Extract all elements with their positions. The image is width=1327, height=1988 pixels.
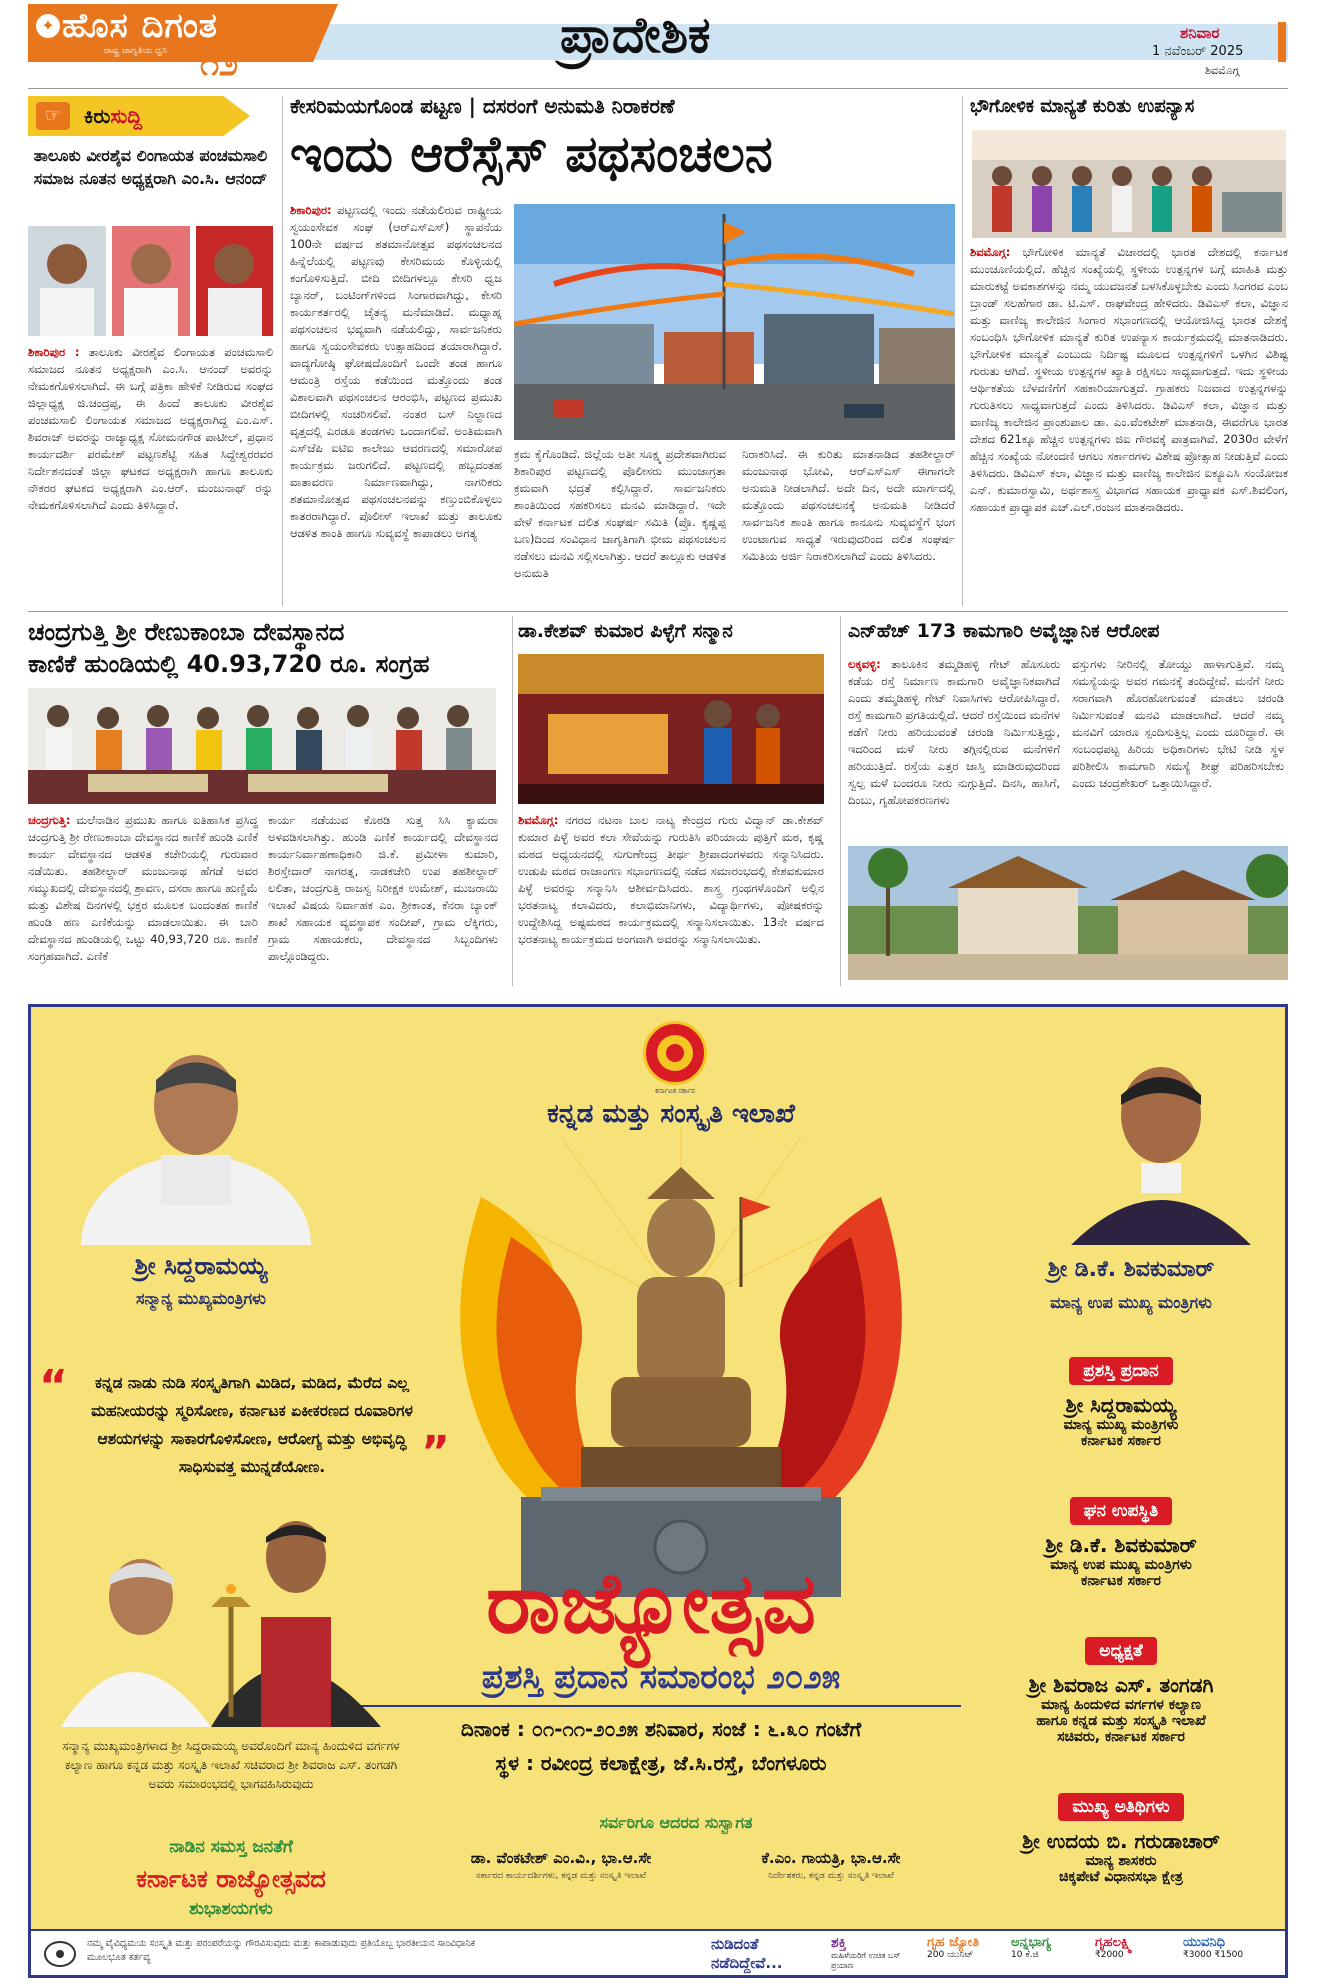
host2-name: ಕೆ.ಎಂ. ಗಾಯತ್ರಿ, ಭಾ.ಆ.ಸೇ — [761, 1849, 901, 1867]
statue-flames-graphic — [441, 1127, 921, 1597]
divider — [962, 96, 963, 606]
main-photo — [514, 204, 955, 440]
main-col1 — [290, 202, 502, 606]
role-label: ಘನ ಉಪಸ್ಥಿತಿ — [1070, 1497, 1173, 1525]
scheme-name: ಗೃಹಲಕ್ಷ್ಮಿ — [1095, 1935, 1133, 1950]
sanmana-headline: ಡಾ.ಕೇಶವ್ ಕುಮಾರ ಪಿಳ್ಳೆಗೆ ಸನ್ಮಾನ — [518, 620, 733, 642]
paper-tagline: ರಾಷ್ಟ್ರ ಜಾಗೃತಿಯ ಧ್ವನಿ — [104, 46, 168, 56]
nh173-col2: ವಸ್ತುಗಳು ನೀರಿನಲ್ಲಿ ತೋಯ್ದು ಹಾಳಾಗುತ್ತಿವೆ. ನಮ್ಮ ಸಮಸ್ಯೆಯನ್ನು ಅವರ ಗಮನಕ್ಕೆ ತಂದಿದ್ದೇವೆ. ಮನೆಗೆ ನೀರು ಸರಾಗವಾಗಿ ಹೊರಹೋಗುವಂತೆ ಮಾಡಲು ಚರಂಡಿ ನಿರ್ಮಿಸುವಂತೆ ಮನವಿ ಮಾಡಲಾಗಿದೆ. ಆದರೆ ನಮ್ಮ ಮನವಿಗೆ ಯಾರೂ ಸ್ಪಂದಿಸುತ್ತಿಲ್ಲ ಎಂದು ದೂರಿದ್ದಾರೆ. ಈ ಸಂಬಂಧಪಟ್ಟ ಹಿರಿಯ ಅಧಿಕಾರಿಗಳು ಭೇಟಿ ನೀಡಿ ಸ್ಥಳ ಪರಿಶೀಲಿಸಿ ಕಾಮಗಾರಿ ಸಮಸ್ಯೆ ಶೀಘ್ರ ಪರಿಹರಿಸಬೇಕು ಎಂದು ಚಂದ್ರಶೇಖರ್ ಒತ್ತಾಯಿಸಿದ್ದಾರೆ. — [1072, 657, 1284, 790]
divider — [512, 616, 513, 986]
footer-duty-text: ನಮ್ಮ ವೈವಿಧ್ಯಮಯ ಸಂಸ್ಕೃತಿ ಮತ್ತು ಪರಂಪರೆಯನ್ನು ಗೌರವಿಸುವುದು ಮತ್ತು ಕಾಪಾಡುವುದು ಪ್ರತಿಯೊಬ್ಬ ಭಾರತೀಯನ ಸಾಂವಿಧಾನಿಕ ಮೂಲಭೂತ ಕರ್ತವ್ಯ — [87, 1938, 476, 1963]
main-col3: ನಿರಾಕರಿಸಿದೆ. ಈ ಕುರಿತು ಮಾತನಾಡಿದ ತಹಶೀಲ್ದಾರ್ ಮಂಜುನಾಥ ಭೋವಿ, ಆರ್‌ಎಸ್‌ಎಸ್ ಈಗಾಗಲೇ ಅನುಮತಿ ನೀಡಲಾಗಿದೆ. ಅದೇ ದಿನ, ಅದೇ ಮಾರ್ಗದಲ್ಲಿ ಮತ್ತೊಂದು ಪಥಸಂಚಲನಕ್ಕೆ ಅನುಮತಿ ನೀಡಿದರೆ ಸಾರ್ವಜನಿಕ ಶಾಂತಿ ಹಾಗೂ ಕಾನೂನು ಸುವ್ಯವಸ್ಥೆಗೆ ಭಂಗ ಉಂಟಾಗುವ ಸಾಧ್ಯತೆ ಇರುವುದರಿಂದ ದಲಿತ ಸಂಘರ್ಷ ಸಮಿತಿಯ ಅರ್ಜಿ ನಿರಾಕರಿಸಲಾಗಿದೆ ಎಂದು ತಿಳಿಸಿದರು. — [742, 447, 955, 563]
role-name: ಶ್ರೀ ಶಿವರಾಜ ಎಸ್. ತಂಗಡಗಿ — [1028, 1673, 1214, 1697]
greeting-line-2: ಕರ್ನಾಟಕ ರಾಜ್ಯೋತ್ಸವದ — [136, 1865, 326, 1893]
lamp-lighting-graphic — [61, 1477, 391, 1727]
greeting-line-1: ನಾಡಿನ ಸಮಸ್ತ ಜನತೆಗೆ — [169, 1837, 293, 1857]
main-kicker: ಕೇಸರಿಮಯಗೊಂಡ ಪಟ್ಟಣ | ದಸರಂಗೆ ಅನುಮತಿ ನಿರಾಕರಣೆ — [290, 94, 675, 118]
main-headline: ಇಂದು ಆರೆಸ್ಸೆಸ್ ಪಥಸಂಚಲನ — [290, 125, 773, 183]
rajyotsava-advertisement — [28, 1004, 1288, 1978]
stage-group-photo — [972, 130, 1286, 238]
role-title-1: ಮಾನ್ಯ ಉಪ ಮುಖ್ಯ ಮಂತ್ರಿಗಳು — [1050, 1557, 1192, 1573]
emblem-icon — [43, 1939, 77, 1969]
scheme-sub: ₹3000 ₹1500 — [1183, 1950, 1244, 1960]
role-name: ಶ್ರೀ ಸಿದ್ದರಾಮಯ್ಯ — [1065, 1393, 1177, 1417]
sanmana-body-text: ನಗರದ ನಟನಾ ಬಾಲ ನಾಟ್ಯ ಕೇಂದ್ರದ ಗುರು ವಿದ್ವಾನ್ ಡಾ.ಕೇಶವ್ ಕುಮಾರ ಪಿಳ್ಳೆ ಅವರ ಕಲಾ ಸೇವೆಯನ್ನು ಗುರುತಿಸಿ ಪರಿಯಾಯ ಪುತ್ತಿಗೆ ಮಠ, ಕೃಷ್ಣ ಮಠದ ಅಧ್ಯಯನದಲ್ಲಿ ಸುಗುಣೇಂದ್ರ ತೀರ್ಥ ಶ್ರೀಪಾದಂಗಳವರು ಸನ್ಮಾನಿಸಿದರು. ಉಡುಪಿ ಮಠದ ರಾಜಾಂಗಣ ಸಭಾಂಗಣದಲ್ಲಿ ನಡೆದ ಸಮಾರಂಭದಲ್ಲಿ ಕೇಶವಕುಮಾರ ಪಿಳ್ಳೆ ಅವರನ್ನು ಸನ್ಮಾನಿಸಿ ಆಶೀರ್ವದಿಸಿದರು. ಶಾಸ್ತ್ರ ಗ್ರಂಥಗಳೊಂದಿಗೆ ಅಲ್ಲಿನ ಭರತನಾಟ್ಯ ಕಲಾವಿದರು, ಕಲಾಭಿಮಾನಿಗಳು, ವಿದ್ಯಾರ್ಥಿಗಳು, ಪೋಷಕರನ್ನು ಉದ್ದೇಶಿಸಿದ್ದ ಅಷ್ಟಮಠದ ಕಾರ್ಯಕ್ರಮದಲ್ಲಿ ಸನ್ಮಾನಿಸಲಾಯಿತು. 13ನೇ ವರ್ಷದ ಭರತನಾಟ್ಯ ಕಾರ್ಯಕ್ರಮದ ಅಂಗವಾಗಿ ಅವರನ್ನು ಸನ್ಮಾನಿಸಲಾಯಿತು. — [518, 813, 824, 946]
hundi-article — [28, 616, 506, 986]
hundi-headline-2: ಕಾಣಿಕೆ ಹುಂಡಿಯಲ್ಲಿ 40.93,720 ರೂ. ಸಂಗ್ರಹ — [28, 650, 430, 678]
hundi-headline-1: ಚಂದ್ರಗುತ್ತಿ ಶ್ರೀ ರೇಣುಕಾಂಬಾ ದೇವಸ್ಥಾನದ — [28, 618, 345, 646]
nh173-headline: ಎನ್‌ಹೆಚ್ 173 ಕಾಮಗಾರಿ ಅವೈಜ್ಞಾನಿಕ ಆರೋಪ — [848, 620, 1160, 642]
scheme-gruha-jyothi — [927, 1935, 1007, 1973]
sanmana-article — [518, 616, 838, 986]
ad-footer — [31, 1929, 1285, 1977]
kiru-headline: ತಾಲೂಕು ವೀರಶೈವ ಲಿಂಗಾಯತ ಪಂಚಮಸಾಲಿ ಸಮಾಜ ನೂತನ ಅಧ್ಯಕ್ಷರಾಗಿ ಎಂ.ಸಿ. ಆನಂದ್ — [33, 146, 268, 188]
dcm-portrait — [1071, 1045, 1251, 1245]
hundi-col1-text: ಮಲೆನಾಡಿನ ಪ್ರಮುಖ ಹಾಗೂ ಐತಿಹಾಸಿಕ ಪ್ರಸಿದ್ಧ ಚಂದ್ರಗುತ್ತಿ ಶ್ರೀ ರೇಣುಕಾಂಬಾ ದೇವಸ್ಥಾನದ ಕಾಣಿಕೆ ಹುಂಡಿ ಎಣಿಕೆ ಕಾರ್ಯ ದೇವಸ್ಥಾನದ ಆಡಳಿತ ಕಚೇರಿಯಲ್ಲಿ ಗುರುವಾರ ನಡೆಯಿತು. ತಹಶೀಲ್ದಾರ್ ಮಂಜುನಾಥ ಹೆಗಡೆ ಅವರ ಸಮ್ಮುಖದಲ್ಲಿ ದೇವಸ್ಥಾನದಲ್ಲಿ ಶ್ರಾವಣ, ದಸರಾ ಹಾಗೂ ಹುಣ್ಣಿಮೆ ಮತ್ತು ವಿಶೇಷ ದಿನಗಳಲ್ಲಿ ಭಕ್ತರ ಮೂಲಕ ಬಂದಂತಹ ಕಾಣಿಕೆ ಹುಂಡಿ ಹಣ ಎಣಿಕೆಯನ್ನು ಮಾಡಲಾಯಿತು. ಈ ಬಾರಿ ದೇವಸ್ಥಾನದ ಹುಂಡಿಯಲ್ಲಿ ಒಟ್ಟು 40,93,720 ರೂ. ಕಾಣಿಕೆ ಸಂಗ್ರಹವಾಗಿದೆ. ಎಣಿಕೆ — [28, 813, 258, 963]
kiru-photos — [28, 226, 273, 336]
main-story — [290, 94, 955, 609]
divider — [282, 96, 283, 606]
event-venue: ಸ್ಥಳ : ರವೀಂದ್ರ ಕಲಾಕ್ಷೇತ್ರ, ಜೆ.ಸಿ.ರಸ್ತೆ, ಬೆಂಗಳೂರು — [495, 1751, 827, 1775]
role-title-1: ಮಾನ್ಯ ಶಾಸಕರು — [1085, 1853, 1157, 1869]
lamp-icon: ✦ — [36, 14, 60, 38]
scheme-sub: ₹2000 — [1095, 1950, 1124, 1960]
nh173-dateline: ಲಕ್ಕವಳ್ಳಿ: — [848, 657, 881, 671]
welcome-line: ಸರ್ವರಿಗೂ ಆದರದ ಸುಸ್ವಾಗತ — [599, 1813, 753, 1832]
cm-quote: ಕನ್ನಡ ನಾಡು ನುಡಿ ಸಂಸ್ಕೃತಿಗಾಗಿ ಮಿಡಿದ, ಮಡಿದ, ಮೆರೆದ ಎಲ್ಲ ಮಹನೀಯರನ್ನು ಸ್ಮರಿಸೋಣ, ಕರ್ನಾಟಕ ಏಕೀಕರಣದ ರೂವಾರಿಗಳ ಆಶಯಗಳನ್ನು ಸಾಕಾರಗೊಳಿಸೋಣ, ಆರೋಗ್ಯ ಮತ್ತು ಅಭಿವೃದ್ಧಿ ಸಾಧಿಸುವತ್ತ ಮುನ್ನಡೆಯೋಣ. — [91, 1374, 413, 1476]
scheme-sub: 10 ಕೆ.ಜಿ — [1011, 1950, 1039, 1960]
role-name: ಶ್ರೀ ಡಿ.ಕೆ. ಶಿವಕುಮಾರ್ — [1045, 1533, 1197, 1557]
role-title-3: ಸಚಿವರು, ಕರ್ನಾಟಕ ಸರ್ಕಾರ — [1057, 1729, 1185, 1745]
main-col2: ಕ್ರಮ ಕೈಗೊಂಡಿದೆ. ಜಿಲ್ಲೆಯ ಅತೀ ಸೂಕ್ಷ್ಮ ಪ್ರದೇಶವಾಗಿರುವ ಶಿಕಾರಿಪುರ ಪಟ್ಟಣದಲ್ಲಿ ಪೊಲೀಸರು ಮುಂಜಾಗ್ರತಾ ಕ್ರಮವಾಗಿ ಭದ್ರತೆ ಕಲ್ಪಿಸಿದ್ದಾರೆ. ಸಾರ್ವಜನಿಕರು ಶಾಂತಿಯಿಂದ ಸಹಕರಿಸಲು ಮನವಿ ಮಾಡಿದ್ದಾರೆ. ಇದೇ ವೇಳೆ ಕರ್ನಾಟಕ ದಲಿತ ಸಂಘರ್ಷ ಸಮಿತಿ (ಪ್ರೊ. ಕೃಷ್ಣಪ್ಪ ಬಣ)ದಿಂದ ಸಂವಿಧಾನ ಜಾಗೃತಿಗಾಗಿ ಭೀಮ ಪಥಸಂಚಲನ ನಡೆಸಲು ಮನವಿ ಸಲ್ಲಿಸಲಾಗಿತ್ತು. ಆದರೆ ತಾಲ್ಲೂಕು ಆಡಳಿತ ಅನುಮತಿ — [514, 447, 726, 580]
role-label: ಅಧ್ಯಕ್ಷತೆ — [1085, 1637, 1156, 1665]
dignitaries-list — [971, 1357, 1271, 1913]
issue-date: 1 ನವೆಂಬರ್ 2025 — [1152, 44, 1244, 59]
dcm-title: ಮಾನ್ಯ ಉಪ ಮುಖ್ಯ ಮಂತ್ರಿಗಳು — [1050, 1293, 1212, 1312]
kiru-brand — [84, 104, 142, 128]
kiru-brand-a: ಕಿರು — [84, 104, 111, 128]
scheme-gruhalakshmi — [1095, 1935, 1179, 1973]
main-col1-text: ಪಟ್ಟಣದಲ್ಲಿ ಇಂದು ನಡೆಯಲಿರುವ ರಾಷ್ಟ್ರೀಯ ಸ್ವಯಂಸೇವಕ ಸಂಘ (ಆರ್‌ಎಸ್‌ಎಸ್) ಸ್ಥಾಪನೆಯ 100ನೇ ವರ್ಷದ ಶತಮಾನೋತ್ಸವ ಪಥಸಂಚಲನದ ಹಿನ್ನೆಲೆಯಲ್ಲಿ ಪಟ್ಟಣವು ಕೇಸರಿಮಯ ಕೊಳ್ಳಿಯಲ್ಲಿ ಕಂಗೊಳಿಸುತ್ತಿದೆ. ಬೀದಿ ಬೀದಿಗಳಲ್ಲೂ ಕೇಸರಿ ಧ್ವಜ ಬ್ಯಾನರ್, ಬಂಟಿಂಗ್‌ಗಳಿಂದ ಸಿಂಗಾರವಾಗಿದ್ದು, ಕೇಸರಿ ಕಾರ್ಯಕರ್ತರಲ್ಲಿ ಚೈತನ್ಯ ಮನೆಮಾಡಿದೆ. ಮಧ್ಯಾಹ್ನ ಪಥಸಂಚಲನ ಭವ್ಯವಾಗಿ ನಡೆಯಲಿದ್ದು, ಸಾರ್ವಜನಿಕರು ಹಾಗೂ ಸ್ವಯಂಸೇವಕರು ಉತ್ಸಾಹದಿಂದ ತಯಾರಾಗಿದ್ದಾರೆ. ವಾದ್ಯಗೋಷ್ಠಿ ಘೋಷದೊಂದಿಗೆ ಒಂದೇ ತಂಡ ಹಾಗೂ ಆಮಂತ್ರಿ ರಸ್ತೆಯ ಕಡೆಯಿಂದ ಮತ್ತೊಂದು ತಂಡ ವಿಶಾಲವಾಗಿ ಪಥಸಂಚಲನ ಆರಂಭಿಸಿ, ಪಟ್ಟಣದ ಪ್ರಮುಖ ಬೀದಿಗಳಲ್ಲಿ ಸಂಚರಿಸಲಿವೆ. ನಂತರ ಬಸ್ ನಿಲ್ದಾಣದ ವೃತ್ತದಲ್ಲಿ ಎರಡೂ ತಂಡಗಳು ಒಂದಾಗಲಿವೆ. ಅಂತಿಮವಾಗಿ ಎಸ್‌ಜೆಪಿ ಐಟಿಐ ಕಾಲೇಜು ಆವರಣದಲ್ಲಿ ಸಮಾರೋಪ ಕಾರ್ಯಕ್ರಮ ಜರುಗಲಿದೆ. ಪಟ್ಟಣದಲ್ಲಿ ಹಬ್ಬದಂತಹ ವಾತಾವರಣ ನಿರ್ಮಾಣವಾಗಿದ್ದು, ನಾಗರಿಕರು ಶತಮಾನೋತ್ಸವ ಪಥಸಂಚಲನವನ್ನು ಕಣ್ತುಂಬಿಕೊಳ್ಳಲು ಕಾತರರಾಗಿದ್ದಾರೆ. ಪೊಲೀಸ್ ಇಲಾಖೆ ಮತ್ತು ತಾಲೂಕು ಆಡಳಿತ ಶಾಂತಿ ಹಾಗೂ ಸುವ್ಯವಸ್ಥೆ ಕಾಪಾಡಲು ಅಗತ್ಯ — [290, 203, 502, 540]
dignitary-chief-guest — [971, 1793, 1271, 1913]
upanyasa-dateline: ಶಿವಮೊಗ್ಗ: — [970, 245, 1011, 259]
role-label: ಮುಖ್ಯ ಅತಿಥಿಗಳು — [1058, 1793, 1183, 1821]
role-title-2: ಕರ್ನಾಟಕ ಸರ್ಕಾರ — [1081, 1433, 1161, 1449]
role-title-2: ಹಾಗೂ ಕನ್ನಡ ಮತ್ತು ಸಂಸ್ಕೃತಿ ಇಲಾಖೆ — [1036, 1713, 1206, 1729]
cm-name: ಶ್ರೀ ಸಿದ್ದರಾಮಯ್ಯ — [134, 1252, 268, 1280]
scheme-sub: ಮಹಿಳೆಯರಿಗೆ ಉಚಿತ ಬಸ್ ಪ್ರಯಾಣ — [831, 1951, 901, 1970]
page-number: ೧೨ — [200, 44, 239, 84]
kiru-body — [28, 344, 273, 604]
masthead-accent — [1278, 22, 1286, 62]
role-name: ಶ್ರೀ ಉದಯ ಬಿ. ಗರುಡಾಚಾರ್ — [1022, 1829, 1220, 1853]
greeting-line-3: ಶುಭಾಶಯಗಳು — [189, 1899, 273, 1919]
main-dateline: ಶಿಕಾರಿಪುರ: — [290, 203, 332, 217]
section-title: ಪ್ರಾದೇಶಿಕ — [560, 6, 711, 64]
hundi-col2: ಕಾರ್ಯ ನಡೆಯುವ ಕೊಠಡಿ ಸುತ್ತ ಸಿಸಿ ಕ್ಯಾಮರಾ ಅಳವಡಿಸಲಾಗಿತ್ತು. ಹುಂಡಿ ಎಣಿಕೆ ಕಾರ್ಯದಲ್ಲಿ ದೇವಸ್ಥಾನದ ಕಾರ್ಯನಿರ್ವಾಹಣಾಧಿಕಾರಿ ಜಿ.ಕೆ. ಪ್ರಮೀಳಾ ಕುಮಾರಿ, ಶಿರಸ್ತೇದಾರ್ ನಾಗರತ್ನ, ನಾಡಕಚೇರಿ ಉಪ ತಹಶೀಲ್ದಾರ್ ಲಲಿತಾ, ಚಂದ್ರಗುತ್ತಿ ರಾಜಸ್ವ ನಿರೀಕ್ಷಕ ಉಮೇಶ್, ಮುಜರಾಯಿ ಇಲಾಖೆ ವಿಷಯ ನಿರ್ವಾಹಕ ಎಂ. ಶ್ರೀಕಾಂತ, ಕೆನರಾ ಬ್ಯಾಂಕ್ ಶಾಖೆ ಸಹಾಯಕ ವ್ಯವಸ್ಥಾಪಕ ಸಂದೀಪ್, ಗ್ರಾಮ ಲೆಕ್ಕಿಗರು, ಗ್ರಾಮ ಸಹಾಯಕರು, ದೇವಸ್ಥಾನದ ಸಿಬ್ಬಂದಿಗಳು ಪಾಲ್ಗೊಂಡಿದ್ದರು. — [268, 813, 498, 963]
scheme-name: ಅನ್ನಭಾಗ್ಯ — [1011, 1935, 1051, 1950]
counting-group-photo — [28, 688, 496, 804]
divider — [28, 88, 1288, 89]
host2-title: ನಿರ್ದೇಶಕರು, ಕನ್ನಡ ಮತ್ತು ಸಂಸ್ಕೃತಿ ಇಲಾಖೆ — [768, 1871, 894, 1881]
role-title-1: ಮಾನ್ಯ ಮುಖ್ಯ ಮಂತ್ರಿಗಳು — [1063, 1417, 1179, 1433]
hundi-dateline: ಚಂದ್ರಗುತ್ತಿ: — [28, 813, 71, 827]
department-name: ಕನ್ನಡ ಮತ್ತು ಸಂಸ್ಕೃತಿ ಇಲಾಖೆ — [547, 1099, 795, 1129]
hundi-photo — [28, 688, 496, 804]
kiru-body-text: ತಾಲೂಕು ವೀರಶೈವ ಲಿಂಗಾಯತ ಪಂಚಮಸಾಲಿ ಸಮಾಜದ ನೂತನ ಅಧ್ಯಕ್ಷರಾಗಿ ಎಂ.ಸಿ. ಆನಂದ್ ಅವರನ್ನು ನೇಮಕಗೊಳಿಸಲಾಗಿದೆ. ಈ ಬಗ್ಗೆ ಪತ್ರಿಕಾ ಹೇಳಿಕೆ ನೀಡಿರುವ ಸಂಘದ ಜಿಲ್ಲಾಧ್ಯಕ್ಷ ಜಿ.ಚಂದ್ರಪ್ಪ, ಈ ಹಿಂದೆ ತಾಲೂಕು ವೀರಶೈವ ಪಂಚಮಸಾಲಿ ಲಿಂಗಾಯತ ಸಮಾಜದ ಅಧ್ಯಕ್ಷರಾಗಿದ್ದ ಎಂ.ಎಸ್. ಶಿವರಾಜ್ ಅವರನ್ನು ರಾಜ್ಯಾಧ್ಯಕ್ಷ ಸೋಮನಗೌಡ ಪಾಟೀಲ್, ಪ್ರಧಾನ ಕಾರ್ಯದರ್ಶಿ ಪರಮೇಶ್ ಪಟ್ಟಣಶೆಟ್ಟಿ ಸಹಿತ ಸಿದ್ದೇಶ್ವರರವರ ನಿರ್ದೇಶನದಂತೆ ಜಿಲ್ಲಾ ಘಟಕದ ಅಧ್ಯಕ್ಷರಾಗಿ ಹಾಗೂ ತಾಲೂಕು ನೌಕರರ ಘಟಕದ ಅಧ್ಯಕ್ಷರಾಗಿ ಎಂ.ಆರ್. ಮಂಜುನಾಥ್ ರನ್ನು ನೇಮಕಗೊಳಿಸಲಾಗಿದೆ ಎಂದು ತಿಳಿಸಿದ್ದಾರೆ. — [28, 345, 273, 512]
paper-name: ಹೊಸ ದಿಗಂತ — [62, 6, 218, 46]
upanyasa-body-text: ಭೌಗೋಳಿಕ ಮಾನ್ಯತೆ ವಿಚಾರದಲ್ಲಿ ಭಾರತ ದೇಶದಲ್ಲಿ ಕರ್ನಾಟಕ ಮುಂಚೂಣಿಯಲ್ಲಿದೆ. ಹೆಚ್ಚಿನ ಸಂಖ್ಯೆಯಲ್ಲಿ ಸ್ಥಳೀಯ ಉತ್ಪನ್ನಗಳ ಬಗ್ಗೆ ಮಾಹಿತಿ ಮತ್ತು ಮಾರುಕಟ್ಟೆ ಅವಕಾಶಗಳನ್ನು ನಮ್ಮ ಯುವಜನತೆ ಬಳಸಿಕೊಳ್ಳಬೇಕು ಎಂದು ಸಿಂಗರವ ಎಂಬ ಬ್ರಾಂಡ್ ಸಲಹೆಗಾರ ಡಾ. ಟಿ.ಎಸ್. ರಾಘವೇಂದ್ರ ಹೇಳಿದರು. ಡಿವಿಎಸ್ ಕಲಾ, ವಿಜ್ಞಾನ ಮತ್ತು ವಾಣಿಜ್ಯ ಕಾಲೇಜಿನ ಸಿಂಗಾರ ಸಭಾಂಗಣದಲ್ಲಿ ಆಯೋಜಿಸಿದ್ದ ಭಾರತ ದೇಶಕ್ಕೆ ಸಂಬಂಧಿಸಿ ಭೌಗೋಳಿಕ ಮಾನ್ಯತೆ ಕುರಿತ ಉಪನ್ಯಾಸ ಕಾರ್ಯಕ್ರಮದಲ್ಲಿ ಮಾತನಾಡಿದರು. ಭೌಗೋಳಿಕ ಮಾನ್ಯತೆ ಎಂಬುದು ನಿರ್ದಿಷ್ಟ ಮೂಲದ ಉತ್ಪನ್ನಗಳಿಗೆ ಒಳಗಿನ ವಿಶಿಷ್ಟ ಗುರುತು ಆಗಿದೆ. ಸ್ಥಳೀಯ ಉತ್ಪನ್ನಗಳ ಖ್ಯಾತಿ ರಕ್ಷಿಸಲು ಸಾಧ್ಯವಾಗುತ್ತದೆ. ಇದು ಸ್ಥಳೀಯ ಆರ್ಥಿಕತೆಯ ಬೆಳವಣಿಗೆಗೆ ಸಹಕಾರಿಯಾಗುತ್ತದೆ. ಗ್ರಾಹಕರು ನಿಜವಾದ ಉತ್ಪನ್ನಗಳನ್ನು ಗುರುತಿಸಲು ಸಾಧ್ಯವಾಗುತ್ತದೆ ಎಂದು ತಿಳಿಸಿದರು. ಡಿವಿಎಸ್ ಕಲಾ, ವಿಜ್ಞಾನ ಮತ್ತು ವಾಣಿಜ್ಯ ಕಾಲೇಜಿನ ಪ್ರಾಂಶುಪಾಲ ಡಾ. ಎಂ.ವೆಂಕಟೇಶ್ ಮಾತನಾಡಿ, ಈವರೆಗೂ ಭಾರತ ದೇಶದ 621ಕ್ಕೂ ಹೆಚ್ಚಿನ ಉತ್ಪನ್ನಗಳು ಜಿಐ ಗೌರವಕ್ಕೆ ಪಾತ್ರವಾಗಿವೆ. 2030ರ ವೇಳೆಗೆ ಹೆಚ್ಚಿನ ಸಂಖ್ಯೆಯ ನೋಂದಣಿ ಆಗಲು ಸರ್ಕಾರಗಳು ವಿಶೇಷ ಪ್ರೋತ್ಸಾಹ ನೀಡುತ್ತಿವೆ ಎಂದು ತಿಳಿಸಿದರು. ಡಿವಿಎಸ್ ಕಲಾ, ವಿಜ್ಞಾನ ಮತ್ತು ವಾಣಿಜ್ಯ ಕಾಲೇಜಿನ ಐಕ್ಯೂಎಸಿ ಸಂಯೋಜಕ ಎನ್. ಕುಮಾರಸ್ವಾಮಿ, ಅರ್ಥಶಾಸ್ತ್ರ ವಿಭಾಗದ ಸಹಾಯಕ ಪ್ರಾಧ್ಯಾಪಕ ಎಸ್.ಶಿವಲಿಂಗ, ಸಹಾಯಕ ಪ್ರಾಧ್ಯಾಪಕ ಎಚ್.ಎಲ್.ರಂಜನ ಮಾತನಾಡಿದರು. — [970, 245, 1288, 514]
cm-title: ಸನ್ಮಾನ್ಯ ಮುಖ್ಯಮಂತ್ರಿಗಳು — [136, 1289, 266, 1308]
roadside-houses-photo — [848, 846, 1288, 980]
event-subtitle: ಪ್ರಶಸ್ತಿ ಪ್ರದಾನ ಸಮಾರಂಭ ೨೦೨೫ — [481, 1657, 841, 1696]
dignitary-chair — [971, 1637, 1271, 1793]
scheme-yuvanidhi — [1183, 1935, 1279, 1973]
portrait-photos — [28, 226, 273, 336]
close-quote-icon: ” — [421, 1427, 450, 1478]
divider — [840, 616, 841, 986]
slogan-line-1: ನುಡಿದಂತೆ — [711, 1935, 759, 1953]
dignitary-presence — [971, 1497, 1271, 1637]
scheme-annabhagya — [1011, 1935, 1091, 1973]
event-title: ರಾಜ್ಯೋತ್ಸವ — [486, 1554, 816, 1652]
upanyasa-photo — [972, 130, 1286, 238]
upanyasa-article — [970, 96, 1288, 608]
masthead — [0, 0, 1327, 88]
lamp-lighting-photo — [61, 1477, 391, 1727]
dcm-name: ಶ್ರೀ ಡಿ.ಕೆ. ಶಿವಕುಮಾರ್ — [1047, 1257, 1215, 1282]
upanyasa-headline: ಭೌಗೋಳಿಕ ಮಾನ್ಯತೆ ಕುರಿತು ಉಪನ್ಯಾಸ — [970, 96, 1195, 117]
divider — [361, 1705, 961, 1707]
edition-name: ಶಿವಮೊಗ್ಗ — [1205, 64, 1240, 77]
emblem-graphic — [646, 1024, 704, 1082]
dignitary-award — [971, 1357, 1271, 1497]
kiru-dateline: ಶಿಕಾರಿಪುರ : — [28, 345, 80, 359]
role-title-2: ಕರ್ನಾಟಕ ಸರ್ಕಾರ — [1081, 1573, 1161, 1589]
street-bunting-photo — [514, 204, 955, 440]
role-label: ಪ್ರಶಸ್ತಿ ಪ್ರದಾನ — [1069, 1357, 1172, 1385]
hundi-col1 — [28, 812, 258, 984]
open-quote-icon: “ — [39, 1361, 68, 1412]
nh173-col1 — [848, 656, 1060, 838]
scheme-name: ಗೃಹ ಜ್ಯೋತಿ — [927, 1935, 980, 1950]
upanyasa-body — [970, 244, 1288, 606]
scheme-name: ಶಕ್ತಿ — [831, 1935, 847, 1951]
kiru-suddi-article — [28, 96, 278, 606]
scheme-sub: 200 ಯುನಿಟ್ — [927, 1950, 974, 1960]
nh173-col1-text: ತಾಲೂಕಿನ ತಮ್ಮಡಿಹಳ್ಳಿ ಗೇಟ್ ಹೊಸೂರು ಕಡೆಯ ರಸ್ತೆ ನಿರ್ಮಾಣ ಕಾಮಗಾರಿ ಅವೈಜ್ಞಾನಿಕವಾಗಿದೆ ಎಂದು ತಮ್ಮಡಿಹಳ್ಳಿ ಗೇಟ್ ನಿವಾಸಿಗಳು ಆರೋಪಿಸಿದ್ದಾರೆ. ರಸ್ತೆ ಕಾಮಗಾರಿ ಪ್ರಗತಿಯಲ್ಲಿದೆ. ಆದರೆ ರಸ್ತೆಯಿಂದ ಮನೆಗಳ ಕಡೆಗೆ ನೀರು ಹರಿಯುವಂತೆ ಚರಂಡಿ ನಿರ್ಮಿಸುತ್ತಿದ್ದು, ಇದರಿಂದ ಮಳೆ ನೀರು ತಗ್ಗಿನಲ್ಲಿರುವ ಮನೆಗಳಿಗೆ ಹರಿಯುತ್ತಿದೆ. ರಸ್ತೆಯ ಎತ್ತರ ಜಾಸ್ತಿ ಮಾಡಿರುವುದರಿಂದ ಸ್ವಲ್ಪ ಮಳೆ ಬಂದರೂ ನೀರು ನುಗ್ಗುತ್ತಿದೆ. ದಿನಸಿ, ಹಾಸಿಗೆ, ದಿಂಬು, ಗೃಹೋಪಕರಣಗಳು — [848, 657, 1060, 807]
scheme-shakti — [831, 1935, 923, 1973]
host1-name: ಡಾ. ವೆಂಕಟೇಶ್ ಎಂ.ವಿ., ಭಾ.ಆ.ಸೇ — [470, 1849, 652, 1867]
role-title-2: ಚಿಕ್ಕಪೇಟೆ ವಿಧಾನಸಭಾ ಕ್ಷೇತ್ರ — [1059, 1869, 1183, 1885]
nh173-photo — [848, 846, 1288, 980]
emblem-text: ಕರ್ನಾಟಕ ಸರ್ಕಾರ — [655, 1087, 695, 1095]
slogan-line-2: ನಡೆದಿದ್ದೇವೆ... — [711, 1954, 783, 1972]
sanmana-photo — [518, 654, 824, 804]
dcm-portrait-graphic — [1071, 1045, 1251, 1245]
felicitation-stage-photo — [518, 654, 824, 804]
kiru-brand-b: ಸುದ್ದಿ — [110, 104, 143, 128]
nh173-article — [848, 616, 1288, 986]
cm-portrait-graphic — [81, 1035, 311, 1245]
host1-title: ಸರ್ಕಾರದ ಕಾರ್ಯದರ್ಶಿಗಳು, ಕನ್ನಡ ಮತ್ತು ಸಂಸ್ಕೃತಿ ಇಲಾಖೆ — [475, 1871, 647, 1881]
issue-day: ಶನಿವಾರ — [1180, 24, 1220, 42]
sanmana-body — [518, 812, 824, 984]
emblem-icon-graphic — [43, 1939, 77, 1969]
bhuvaneshwari-statue-graphic — [441, 1127, 921, 1597]
event-date: ದಿನಾಂಕ : ೦೧-೧೧-೨೦೨೫ ಶನಿವಾರ, ಸಂಜೆ : ೬.೩೦ ಗಂಟೆಗೆ — [460, 1717, 862, 1741]
lamp-photo-caption: ಸನ್ಮಾನ್ಯ ಮುಖ್ಯಮಂತ್ರಿಗಳಾದ ಶ್ರೀ ಸಿದ್ದರಾಮಯ್ಯ ಅವರೊಂದಿಗೆ ಮಾನ್ಯ ಹಿಂದುಳಿದ ವರ್ಗಗಳ ಕಲ್ಯಾಣ ಹಾಗೂ ಕನ್ನಡ ಮತ್ತು ಸಂಸ್ಕೃತಿ ಇಲಾಖೆ ಸಚಿವರಾದ ಶ್ರೀ ಶಿವರಾಜ ಎಸ್. ತಂಗಡಗಿ ಅವರು ಸಮಾರಂಭದಲ್ಲಿ ಭಾಗವಹಿಸಿರುವುದು — [62, 1739, 400, 1791]
scheme-name: ಯುವನಿಧಿ — [1183, 1935, 1226, 1950]
sanmana-dateline: ಶಿವಮೊಗ್ಗ: — [518, 813, 559, 827]
hand-pointing-icon: ☞ — [36, 102, 70, 130]
divider — [28, 611, 1288, 612]
role-title-1: ಮಾನ್ಯ ಹಿಂದುಳಿದ ವರ್ಗಗಳ ಕಲ್ಯಾಣ — [1041, 1697, 1201, 1713]
karnataka-emblem-icon — [643, 1021, 707, 1085]
cm-portrait — [81, 1035, 311, 1245]
